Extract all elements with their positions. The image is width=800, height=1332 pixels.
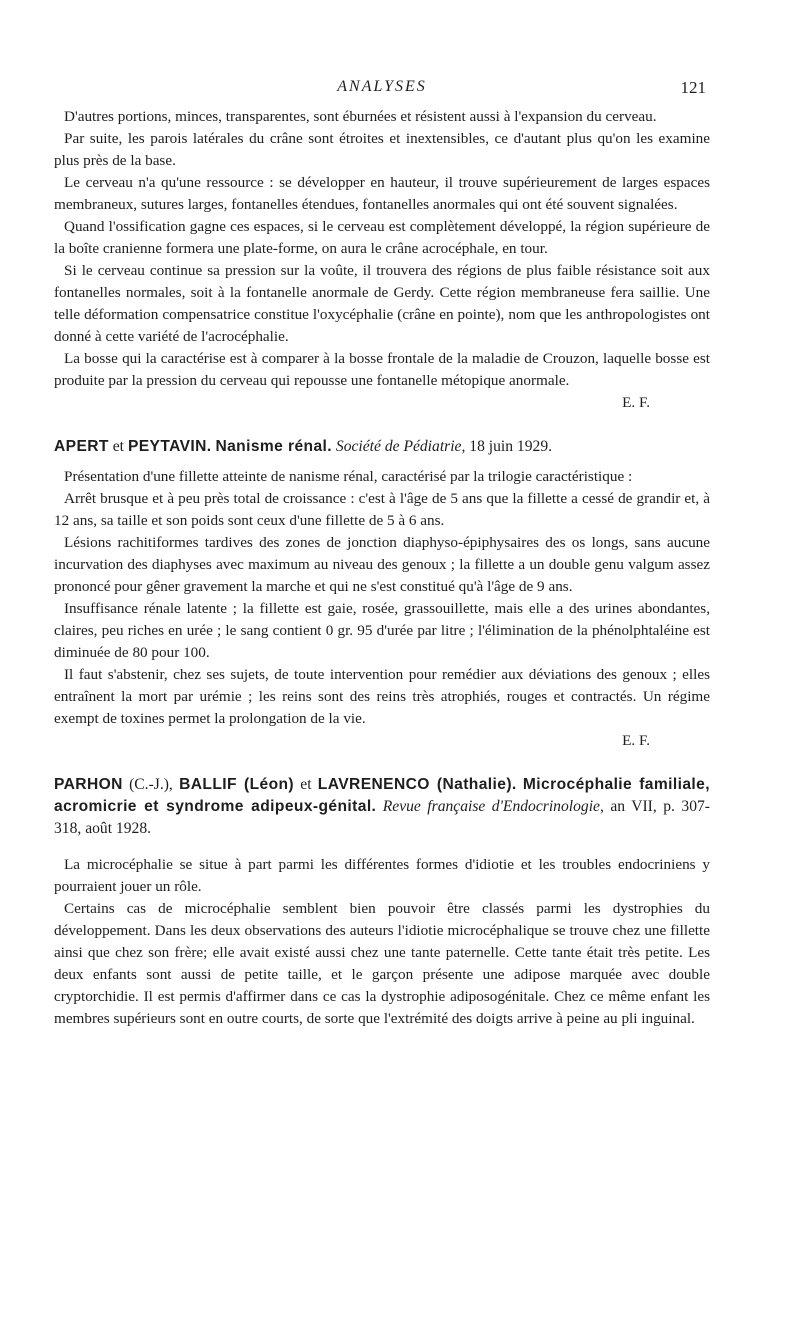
- entry-date: 18 juin 1929.: [469, 438, 553, 455]
- entry-heading: [54, 774, 710, 840]
- paragraph: Quand l'ossification gagne ces espaces, si le cerveau est complètement développé, la région supérieure de la boîte cranienne formera une plate-forme, on aura le crâne acrocéphale, en tour.: [54, 218, 710, 257]
- paragraph: Insuffisance rénale latente ; la fillette est gaie, rosée, grassouillette, mais elle a des urines abondantes, claires, peu riches en urée ; le sang contient 0 gr. 95 d'urée par litre ; l'élimination de la phénolphtaléine est diminuée de 80 pour 100.: [54, 600, 710, 661]
- entry-parhon: [54, 774, 710, 1030]
- paragraph: Le cerveau n'a qu'une ressource : se développer en hauteur, il trouve supérieurement de larges espaces membraneux, sutures larges, fontanelles étendues, fontanelles anormales qui ont été souvent signalées.: [54, 174, 710, 213]
- entry-apert-peytavin: [54, 436, 710, 752]
- entry-author-lavrenenco: LAVRENENCO (Nathalie).: [317, 776, 517, 793]
- paragraph: Par suite, les parois latérales du crâne sont étroites et inextensibles, ce d'autant plus qu'on les examine plus près de la base.: [54, 130, 710, 169]
- entry-initials: (C.-J.),: [129, 776, 173, 793]
- paragraph: Il faut s'abstenir, chez ses sujets, de toute intervention pour remédier aux déviations des genoux ; elles entraînent la mort par urémie ; les reins sont des reins très atrophiés, rouges et contractés. Un régime exempt de toxines permet la prolongation de la vie.: [54, 666, 710, 727]
- signature: E. F.: [622, 732, 650, 749]
- entry-author-ballif: BALLIF (Léon): [179, 776, 295, 793]
- paragraph: Présentation d'une fillette atteinte de nanisme rénal, caractérisé par la trilogie caractéristique :: [64, 468, 633, 485]
- section-continuation: [54, 106, 710, 414]
- paragraph: Lésions rachitiformes tardives des zones de jonction diaphyso-épiphysaires des os longs, sans aucune incurvation des diaphyses avec maximum au niveau des genoux ; la fillette a un double genu valgum assez prononcé pour gêner gravement la marche et qui ne s'est constitué qu'à l'âge de 9 ans.: [54, 534, 710, 595]
- connector: et: [300, 776, 312, 793]
- entry-author-parhon: PARHON: [54, 776, 123, 793]
- paragraph: Arrêt brusque et à peu près total de croissance : c'est à l'âge de 5 ans que la fillette a cessé de grandir et, à 12 ans, sa taille et son poids sont ceux d'une fillette de 5 à 6 ans.: [54, 490, 710, 529]
- connector: et: [112, 438, 125, 455]
- page-number: 121: [680, 78, 706, 97]
- entry-title: Microcéphalie familiale, acromicrie et syndrome adipeux-génital.: [54, 776, 710, 815]
- running-header: [54, 78, 710, 98]
- paragraph: La microcéphalie se situe à part parmi les différentes formes d'idiotie et les troubles endocriniens y pourraient jouer un rôle.: [54, 856, 710, 895]
- paragraph: La bosse qui la caractérise est à comparer à la bosse frontale de la maladie de Crouzon, laquelle bosse est produite par la pression du cerveau qui repousse une fontanelle métopique anormale.: [54, 350, 710, 389]
- entry-heading: [54, 436, 710, 458]
- running-title: ANALYSES: [337, 78, 427, 95]
- paragraph: Certains cas de microcéphalie semblent bien pouvoir être classés parmi les dystrophies du développement. Dans les deux observations des auteurs l'idiotie microcéphalique se trouve chez une fillette ainsi que chez son frère; elle avait existé aussi chez une tante paternelle. Cette tante était très petite. Les deux enfants sont aussi de petite taille, et le garçon présente une adipose marquée avec double cryptorchidie. Il est permis d'affirmer dans ce cas la dystrophie adiposogénitale. Chez ce même enfant les membres supérieurs sont en outre courts, de sorte que l'extrémité des doigts arrive à peine au pli inguinal.: [54, 900, 710, 1027]
- paragraph: D'autres portions, minces, transparentes, sont éburnées et résistent aussi à l'expansion du cerveau.: [64, 108, 657, 125]
- entry-authors-2: PEYTAVIN.: [127, 438, 212, 455]
- document-page: [54, 78, 710, 1030]
- signature: E. F.: [622, 394, 650, 411]
- paragraph: Si le cerveau continue sa pression sur la voûte, il trouvera des régions de plus faible résistance soit aux fontanelles normales, soit à la fontanelle anormale de Gerdy. Cette région membraneuse fera saillie. Une telle déformation compensatrice constitue l'oxycéphalie (crâne en pointe), nom que les anthropologistes ont donné à cette variété de l'acrocéphalie.: [54, 262, 710, 345]
- entry-journal: Société de Pédiatrie,: [335, 438, 466, 455]
- entry-reference: an VII, p. 307-318, août 1928.: [54, 798, 710, 837]
- entry-authors: APERT: [54, 438, 109, 455]
- entry-journal: Revue française d'Endocrinologie,: [382, 798, 604, 815]
- entry-title: Nanisme rénal.: [215, 438, 332, 455]
